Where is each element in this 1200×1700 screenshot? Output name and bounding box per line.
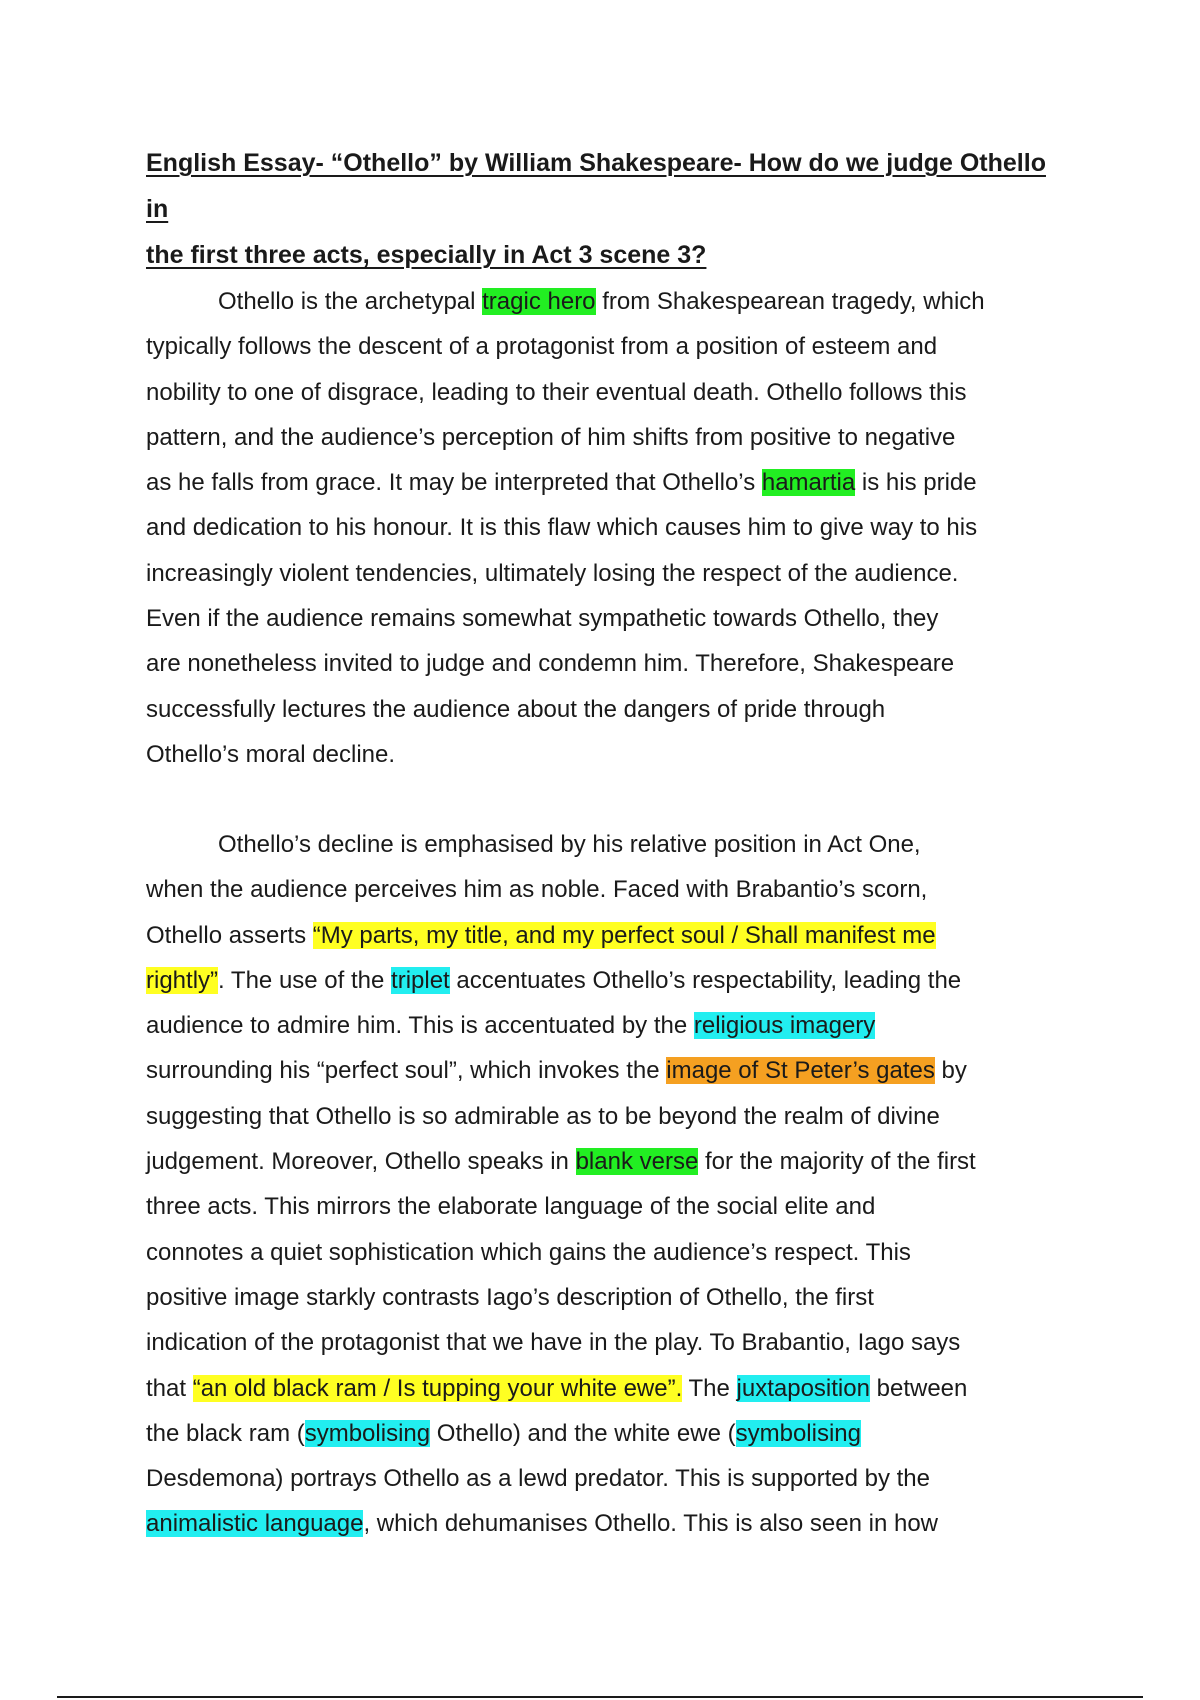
text-line: animalistic language, which dehumanises Othello. This is also seen in how (146, 1510, 938, 1538)
text-line: Even if the audience remains somewhat sympathetic towards Othello, they (146, 605, 939, 633)
highlight-cyan: religious imagery (693, 1012, 876, 1040)
text-line: as he falls from grace. It may be interpreted that Othello’s hamartia is his pride (146, 469, 977, 497)
highlight-green: blank verse (575, 1148, 699, 1176)
text-line: connotes a quiet sophistication which gains the audience’s respect. This (146, 1238, 911, 1266)
text-line: Othello’s decline is emphasised by his relative position in Act One, (218, 831, 921, 858)
text-line: increasingly violent tendencies, ultimately losing the respect of the audience. (146, 559, 959, 587)
text-line: when the audience perceives him as noble. Faced with Brabantio’s scorn, (146, 876, 928, 904)
text-line: rightly”. The use of the triplet accentuates Othello’s respectability, leading the (146, 966, 962, 994)
text-line: positive image starkly contrasts Iago’s description of Othello, the first (146, 1283, 874, 1311)
highlight-green: tragic hero (482, 288, 596, 315)
text-line: nobility to one of disgrace, leading to their eventual death. Othello follows this (146, 378, 967, 406)
text-line: surrounding his “perfect soul”, which invokes the image of St Peter’s gates by (146, 1057, 967, 1085)
highlight-cyan: symbolising (735, 1419, 861, 1447)
text-line: Othello asserts “My parts, my title, and my perfect soul / Shall manifest me (146, 921, 936, 949)
paragraph-act-one (146, 822, 1066, 1547)
essay-title (146, 140, 1066, 278)
highlight-yellow: “My parts, my title, and my perfect soul / Shall manifest me (312, 921, 936, 949)
highlight-yellow: rightly” (146, 966, 219, 994)
highlight-yellow: “an old black ram / Is tupping your white ewe”. (192, 1374, 683, 1402)
text-line: Othello’s moral decline. (146, 740, 396, 768)
title-line: English Essay- “Othello” by William Shakespeare- How do we judge Othello in (146, 149, 1046, 223)
text-line: and dedication to his honour. It is this flaw which causes him to give way to his (146, 514, 978, 542)
text-line: the black ram (symbolising Othello) and the white ewe (symbolising (146, 1419, 861, 1447)
text-line: are nonetheless invited to judge and condemn him. Therefore, Shakespeare (146, 650, 955, 678)
text-line: Othello is the archetypal tragic hero from Shakespearean tragedy, which (218, 288, 985, 315)
text-line: indication of the protagonist that we have in the play. To Brabantio, Iago says (146, 1329, 961, 1357)
title-line: the first three acts, especially in Act 3 scene 3? (146, 241, 707, 269)
highlight-cyan: juxtaposition (736, 1374, 870, 1402)
page-bottom-rule (57, 1696, 1143, 1698)
text-line: suggesting that Othello is so admirable as to be beyond the realm of divine (146, 1102, 940, 1130)
text-line: three acts. This mirrors the elaborate language of the social elite and (146, 1193, 876, 1221)
highlight-orange: image of St Peter’s gates (666, 1057, 935, 1085)
highlight-cyan: triplet (391, 966, 450, 994)
text-line: successfully lectures the audience about the dangers of pride through (146, 695, 886, 723)
text-line: that “an old black ram / Is tupping your white ewe”. The juxtaposition between (146, 1374, 968, 1402)
highlight-cyan: symbolising (304, 1419, 431, 1447)
text-line: judgement. Moreover, Othello speaks in blank verse for the majority of the first (146, 1148, 976, 1176)
highlight-green: hamartia (761, 469, 856, 497)
text-line: pattern, and the audience’s perception of him shifts from positive to negative (146, 423, 956, 451)
highlight-cyan: animalistic language (146, 1510, 364, 1538)
paragraph-intro (146, 279, 1066, 777)
text-line: audience to admire him. This is accentuated by the religious imagery (146, 1012, 876, 1040)
text-line: typically follows the descent of a protagonist from a position of esteem and (146, 333, 938, 361)
text-line: Desdemona) portrays Othello as a lewd predator. This is supported by the (146, 1465, 930, 1493)
